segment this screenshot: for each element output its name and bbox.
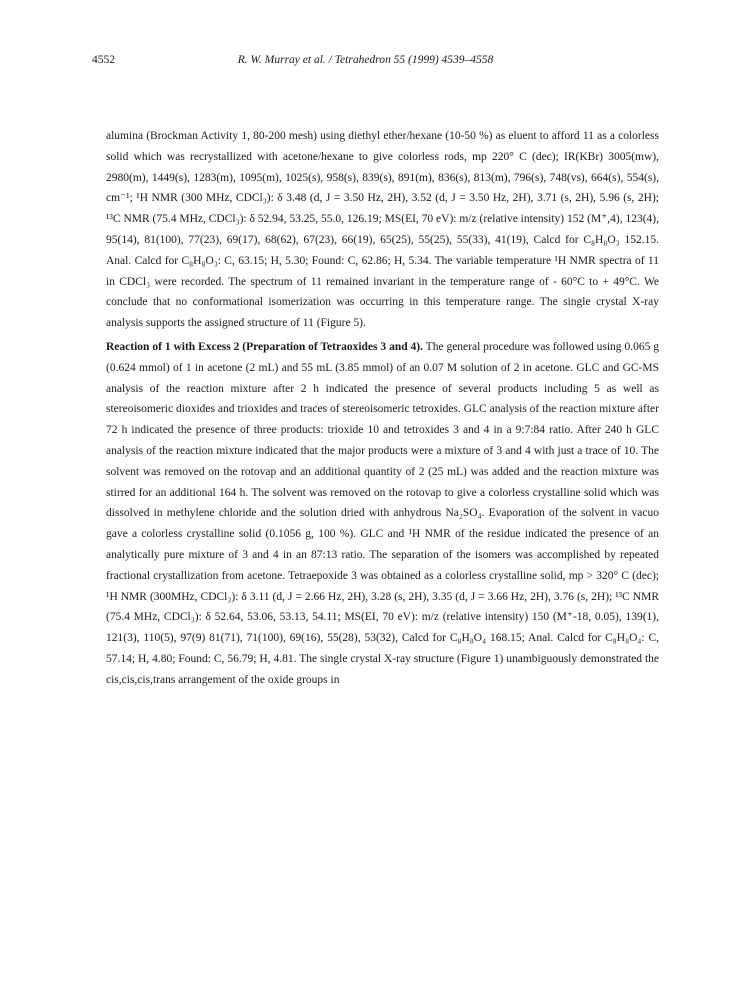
paragraph-tetraoxides (106, 337, 659, 691)
paragraph-body (106, 337, 659, 691)
running-head: R. W. Murray et al. / Tetrahedron 55 (1999) 4539–4558 (237, 54, 494, 66)
paragraph-heading: Reaction of 1 with Excess 2 (Preparation of Tetraoxides 3 and 4). (106, 341, 423, 353)
paragraph-experimental-11 (106, 126, 659, 334)
page-number: 4552 (92, 54, 115, 66)
paragraph-text: The general procedure was followed using 0.065 g (0.624 mmol) of 1 in acetone (2 mL) and 55 mL (3.85 mmol) of an 0.07 M solution of 2 in acetone. GLC and GC-MS analysis of the reaction mixture after 2 h indicated the presence of several products including 5 as well as stereoisomeric dioxides and trioxides and traces of stereoisomeric tetroxides. GLC analysis of the reaction mixture after 72 h indicated the presence of three products: trioxide 10 and tetroxides 3 and 4 in a 9:7:84 ratio. After 240 h GLC analysis of the reaction mixture indicated that the major products were a mixture of 3 and 4 with just a trace of 10. The solvent was removed on the rotovap and an additional quantity of 2 (25 mL) was added and the reaction mixture was stirred for an additional 164 h. The solvent was removed on the rotovap to give a colorless crystalline solid which was dissolved in methylene chloride and the solution dried with anhydrous Na₂SO₄. Evaporation of the solvent in vacuo gave a colorless crystalline solid (0.1056 g, 100 %). GLC and ¹H NMR of the residue indicated the presence of an analytically pure mixture of 3 and 4 in an 87:13 ratio. The separation of the isomers was accomplished by repeated fractional crystallization from acetone. Tetraepoxide 3 was obtained as a colorless crystalline solid, mp > 320° C (dec); ¹H NMR (300MHz, CDCl₃): δ 3.11 (d, J = 2.66 Hz, 2H), 3.28 (s, 2H), 3.35 (d, J = 3.66 Hz, 2H), 3.76 (s, 2H); ¹³C NMR (75.4 MHz, CDCl₃): δ 52.64, 53.06, 53.13, 54.11; MS(EI, 70 eV): m/z (relative intensity) 150 (M⁺-18, 0.05), 139(1), 121(3), 110(5), 97(9) 81(71), 71(100), 69(16), 55(28), 53(32), Calcd for C₈H₈O₄ 168.15; Anal. Calcd for C₈H₈O₄: C, 57.14; H, 4.80; Found: C, 56.79; H, 4.81. The single crystal X-ray structure (Figure 1) unambiguously demonstrated the cis,cis,cis,trans arrangement of the oxide groups in (106, 341, 659, 686)
paragraph-text: alumina (Brockman Activity 1, 80-200 mesh) using diethyl ether/hexane (10-50 %) as eluent to afford 11 as a colorless solid which was recrystallized with acetone/hexane to give colorless rods, mp 220° C (dec); IR(KBr) 3005(mw), 2980(m), 1449(s), 1283(m), 1095(m), 1025(s), 958(s), 839(s), 891(m), 836(s), 813(m), 796(s), 748(vs), 664(s), 554(s), cm⁻¹; ¹H NMR (300 MHz, CDCl₃): δ 3.48 (d, J = 3.50 Hz, 2H), 3.52 (d, J = 3.50 Hz, 2H), 3.71 (s, 2H), 5.96 (s, 2H); ¹³C NMR (75.4 MHz, CDCl₃): δ 52.94, 53.25, 55.0, 126.19; MS(EI, 70 eV): m/z (relative intensity) 152 (M⁺,4), 123(4), 95(14), 81(100), 77(23), 69(17), 68(62), 67(23), 66(19), 65(25), 55(25), 55(33), 41(19), Calcd for C₈H₈O₃ 152.15. Anal. Calcd for C₈H₈O₃: C, 63.15; H, 5.30; Found: C, 62.86; H, 5.34. The variable temperature ¹H NMR spectra of 11 in CDCl₃ were recorded. The spectrum of 11 remained invariant in the temperature range of - 60°C to + 49°C. We conclude that no conformational isomerization was occurring in this temperature range. The single crystal X-ray analysis supports the assigned structure of 11 (Figure 5). (106, 130, 659, 330)
